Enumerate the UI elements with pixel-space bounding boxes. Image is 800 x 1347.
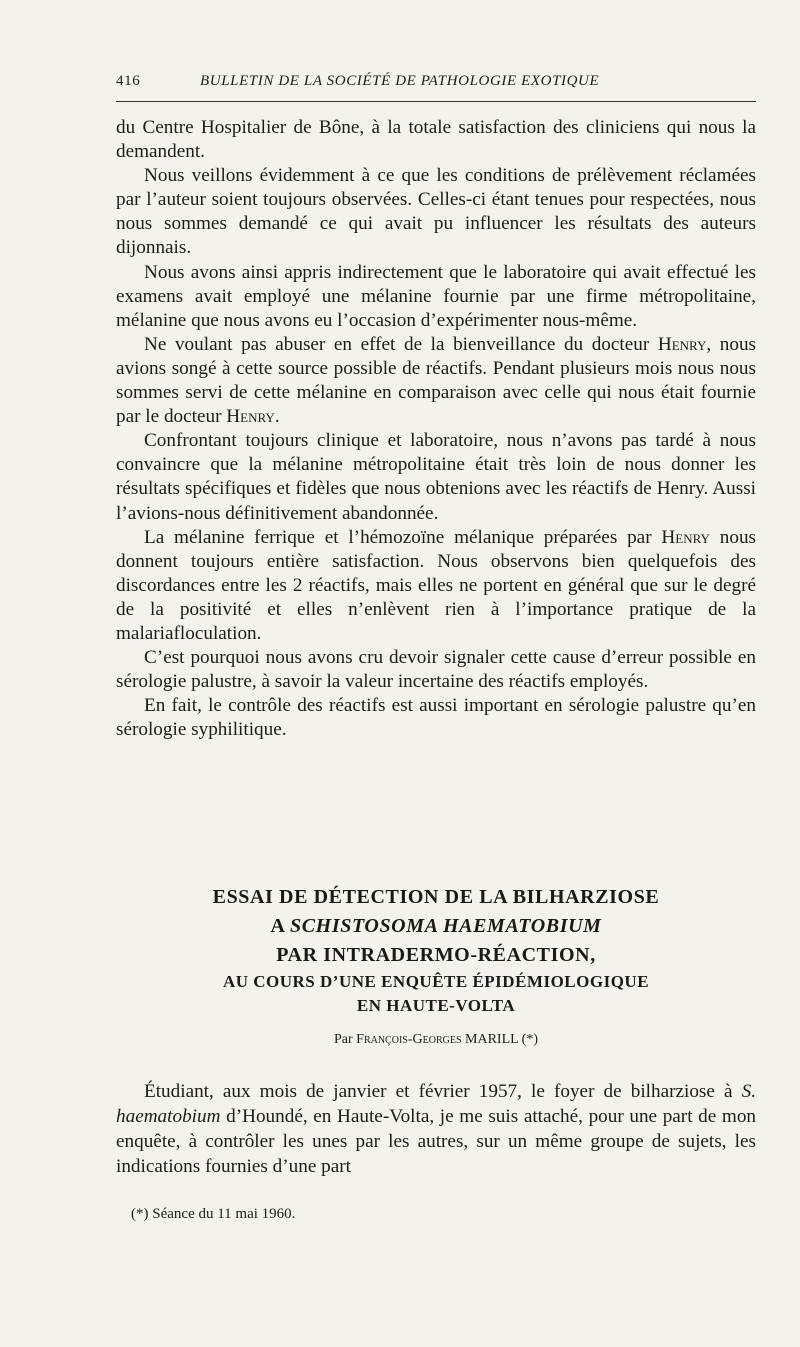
paragraph xyxy=(116,1079,756,1179)
header-rule xyxy=(116,101,756,102)
author-firstnames: François-Georges xyxy=(356,1032,462,1047)
text-run: La mélanine ferrique et l’hémozoïne mélanique préparées par xyxy=(144,526,652,548)
text-run: Ne voulant pas abuser en effet de la bienveillance du docteur xyxy=(144,333,650,355)
title-line: PAR INTRADERMO-RÉACTION, xyxy=(276,944,596,966)
paragraph: En fait, le contrôle des réactifs est aussi important en sérologie palustre qu’en sérologie syphilitique. xyxy=(116,695,756,741)
text-run: d’Houndé, en Haute-Volta, je me suis attaché, pour une part de mon enquête, à contrôler les unes par les autres, sur un même groupe de sujets, les indications fournies d’une part xyxy=(116,1106,757,1177)
footnote xyxy=(131,1206,295,1223)
title-prefix: A xyxy=(270,915,285,937)
title-line: ESSAI DE DÉTECTION DE LA BILHARZIOSE xyxy=(212,886,660,908)
article-body xyxy=(116,1079,756,1179)
footnote-text: Séance du 11 mai 1960. xyxy=(152,1206,296,1222)
article-title xyxy=(116,883,756,1018)
previous-article-text xyxy=(116,116,756,742)
title-line: EN HAUTE-VOLTA xyxy=(356,996,516,1015)
paragraph xyxy=(116,526,756,646)
author-name-henry: Henry xyxy=(226,406,275,428)
text-run: , nous avions songé à cette source possible de réactifs. Pendant plusieurs mois nous nous sommes servi de cette mélanine en comparaison avec celle qui nous était fournie par le docteur xyxy=(116,333,757,428)
title-line: AU COURS D’UNE ENQUÊTE ÉPIDÉMIOLOGIQUE xyxy=(222,972,650,991)
text-run: . xyxy=(274,406,280,428)
paragraph: Nous avons ainsi appris indirectement que le laboratoire qui avait effectué les examens avait employé une mélanine fournie par une firme métropolitaine, mélanine que nous avons eu l’occasion d’expérimenter nous-même. xyxy=(116,261,756,331)
paragraph: C’est pourquoi nous avons cru devoir signaler cette cause d’erreur possible en sérologie palustre, à savoir la valeur incertaine des réactifs employés. xyxy=(116,647,756,693)
footnote-mark: (*) xyxy=(131,1206,149,1222)
paragraph: Confrontant toujours clinique et laboratoire, nous n’avons pas tardé à nous convaincre que la mélanine métropolitaine était très loin de nous donner les résultats spécifiques et fidèles que nous obtenions avec les réactifs de Henry. Aussi l’avions-nous définitivement abandonnée. xyxy=(116,430,756,524)
page-number: 416 xyxy=(116,73,141,89)
paragraph xyxy=(116,333,756,429)
paragraph: Nous veillons évidemment à ce que les conditions de prélèvement réclamées par l’auteur soient toujours observées. Celles-ci étant tenues pour respectées, nous nous sommes demandé ce qui avait pu influencer les résultats des auteurs dijonnais. xyxy=(116,165,756,259)
author-prefix: Par xyxy=(333,1032,353,1047)
species-name: S. haematobium xyxy=(116,1081,756,1127)
text-run: nous donnent toujours entière satisfaction. Nous observons bien quelquefois des discordances entre les 2 réactifs, mais elles ne portent en général que sur le degré de la positivité et elles n’enlèvent rien à l’importance pratique de la malariafloculation. xyxy=(116,526,756,644)
text-run: Étudiant, aux mois de janvier et février 1957, le foyer de bilharziose à xyxy=(144,1081,733,1102)
author-name-henry: Henry xyxy=(661,526,710,548)
species-name: SCHISTOSOMA HAEMATOBIUM xyxy=(290,915,602,937)
paragraph: du Centre Hospitalier de Bône, à la totale satisfaction des cliniciens qui nous la demandent. xyxy=(116,117,756,163)
author-surname: MARILL xyxy=(465,1032,519,1047)
title-line xyxy=(116,912,756,941)
author-byline xyxy=(116,1032,756,1048)
author-name-henry: Henry xyxy=(657,333,707,355)
journal-title: BULLETIN DE LA SOCIÉTÉ DE PATHOLOGIE EXOTIQUE xyxy=(200,73,600,89)
footnote-mark: (*) xyxy=(521,1032,538,1047)
